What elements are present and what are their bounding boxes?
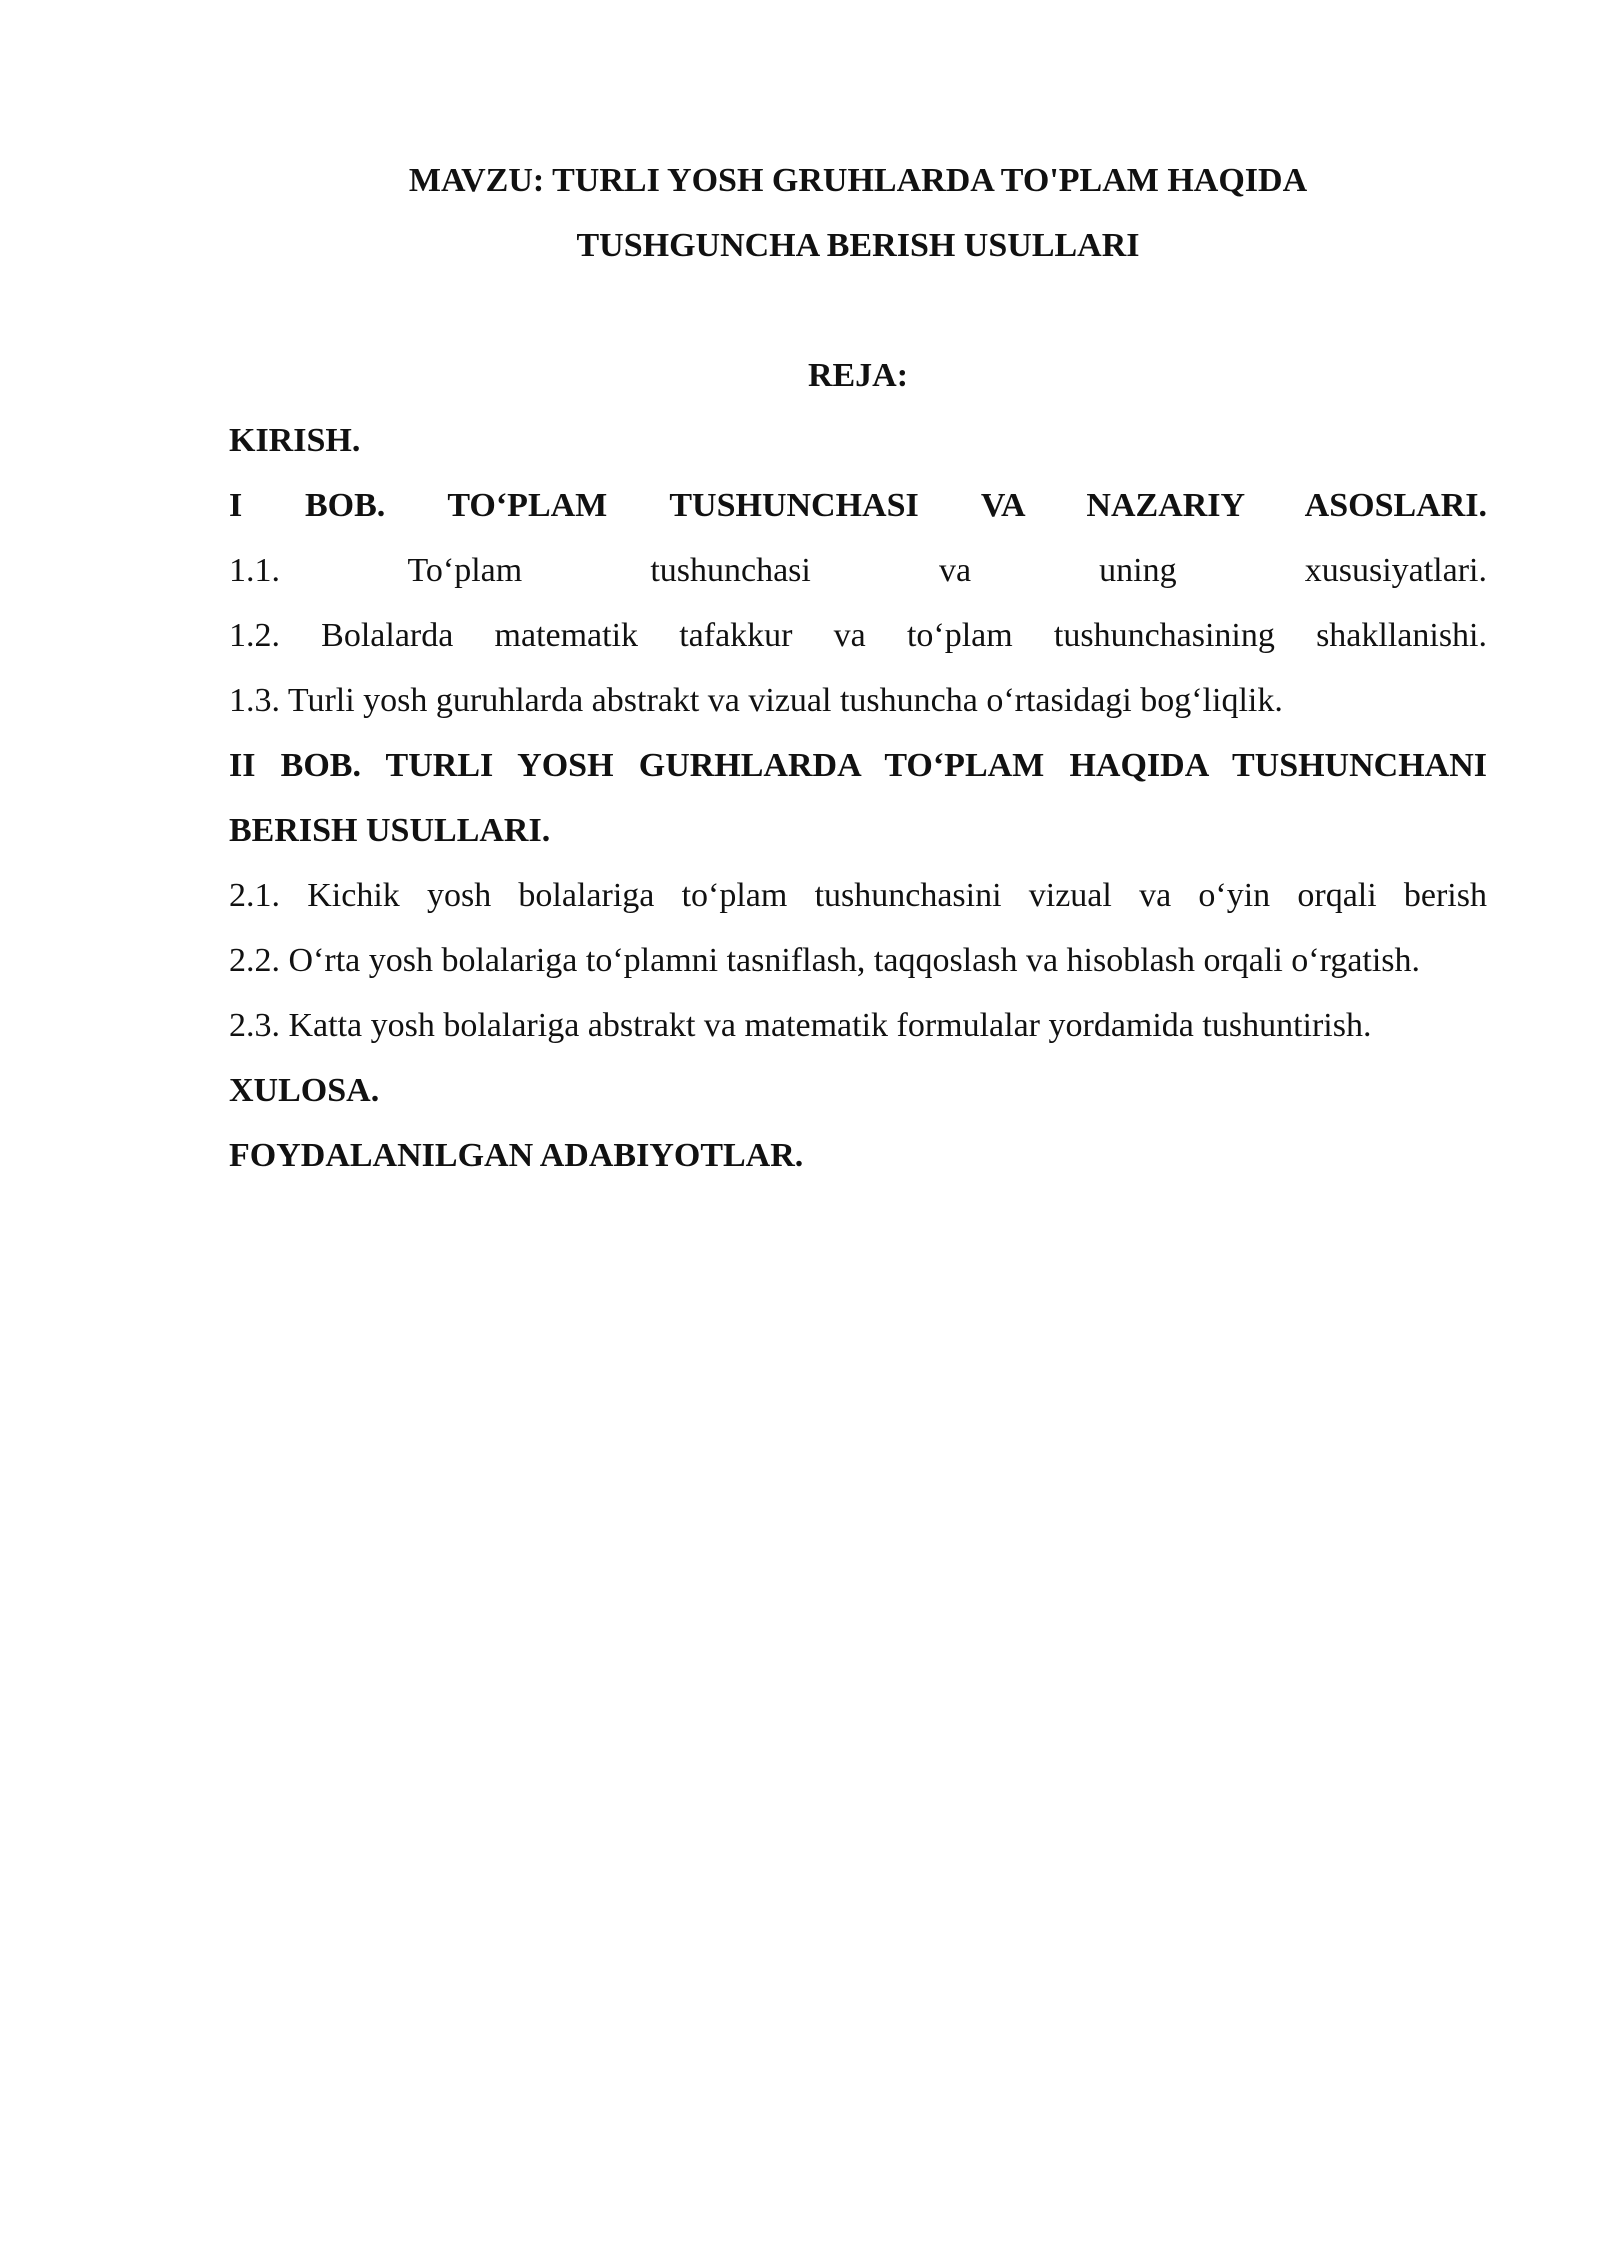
document-content [229, 148, 1487, 1188]
plan-item-chapter-1: I BOB. TO‘PLAM TUSHUNCHASI VA NAZARIY ASOSLARI. [229, 487, 1487, 524]
plan-item-references: FOYDALANILGAN ADABIYOTLAR. [229, 1137, 804, 1174]
plan-item-2-2: 2.2. O‘rta yosh bolalariga to‘plamni tasniflash, taqqoslash va hisoblash orqali o‘rgatish. [229, 942, 1421, 979]
plan-item-intro: KIRISH. [229, 422, 361, 459]
plan-item-1-2: 1.2. Bolalarda matematik tafakkur va to‘plam tushunchasining shakllanishi. [229, 617, 1487, 654]
plan-item-chapter-2: II BOB. TURLI YOSH GURHLARDA TO‘PLAM HAQIDA TUSHUNCHANI BERISH USULLARI. [229, 747, 1487, 849]
plan-item-1-1: 1.1. To‘plam tushunchasi va uning xususiyatlari. [229, 552, 1487, 589]
plan-heading: REJA: [807, 357, 909, 394]
plan-item-conclusion: XULOSA. [229, 1072, 380, 1109]
plan-item-2-3: 2.3. Katta yosh bolalariga abstrakt va matematik formulalar yordamida tushuntirish. [229, 1007, 1372, 1044]
plan-item-1-3: 1.3. Turli yosh guruhlarda abstrakt va vizual tushuncha o‘rtasidagi bog‘liqlik. [229, 682, 1283, 719]
plan-item-2-1: 2.1. Kichik yosh bolalariga to‘plam tushunchasini vizual va o‘yin orqali berish [229, 877, 1487, 914]
document-title-line-2: TUSHGUNCHA BERISH USULLARI [576, 227, 1140, 264]
document-title-line-1: MAVZU: TURLI YOSH GRUHLARDA TO'PLAM HAQIDA [408, 162, 1308, 199]
